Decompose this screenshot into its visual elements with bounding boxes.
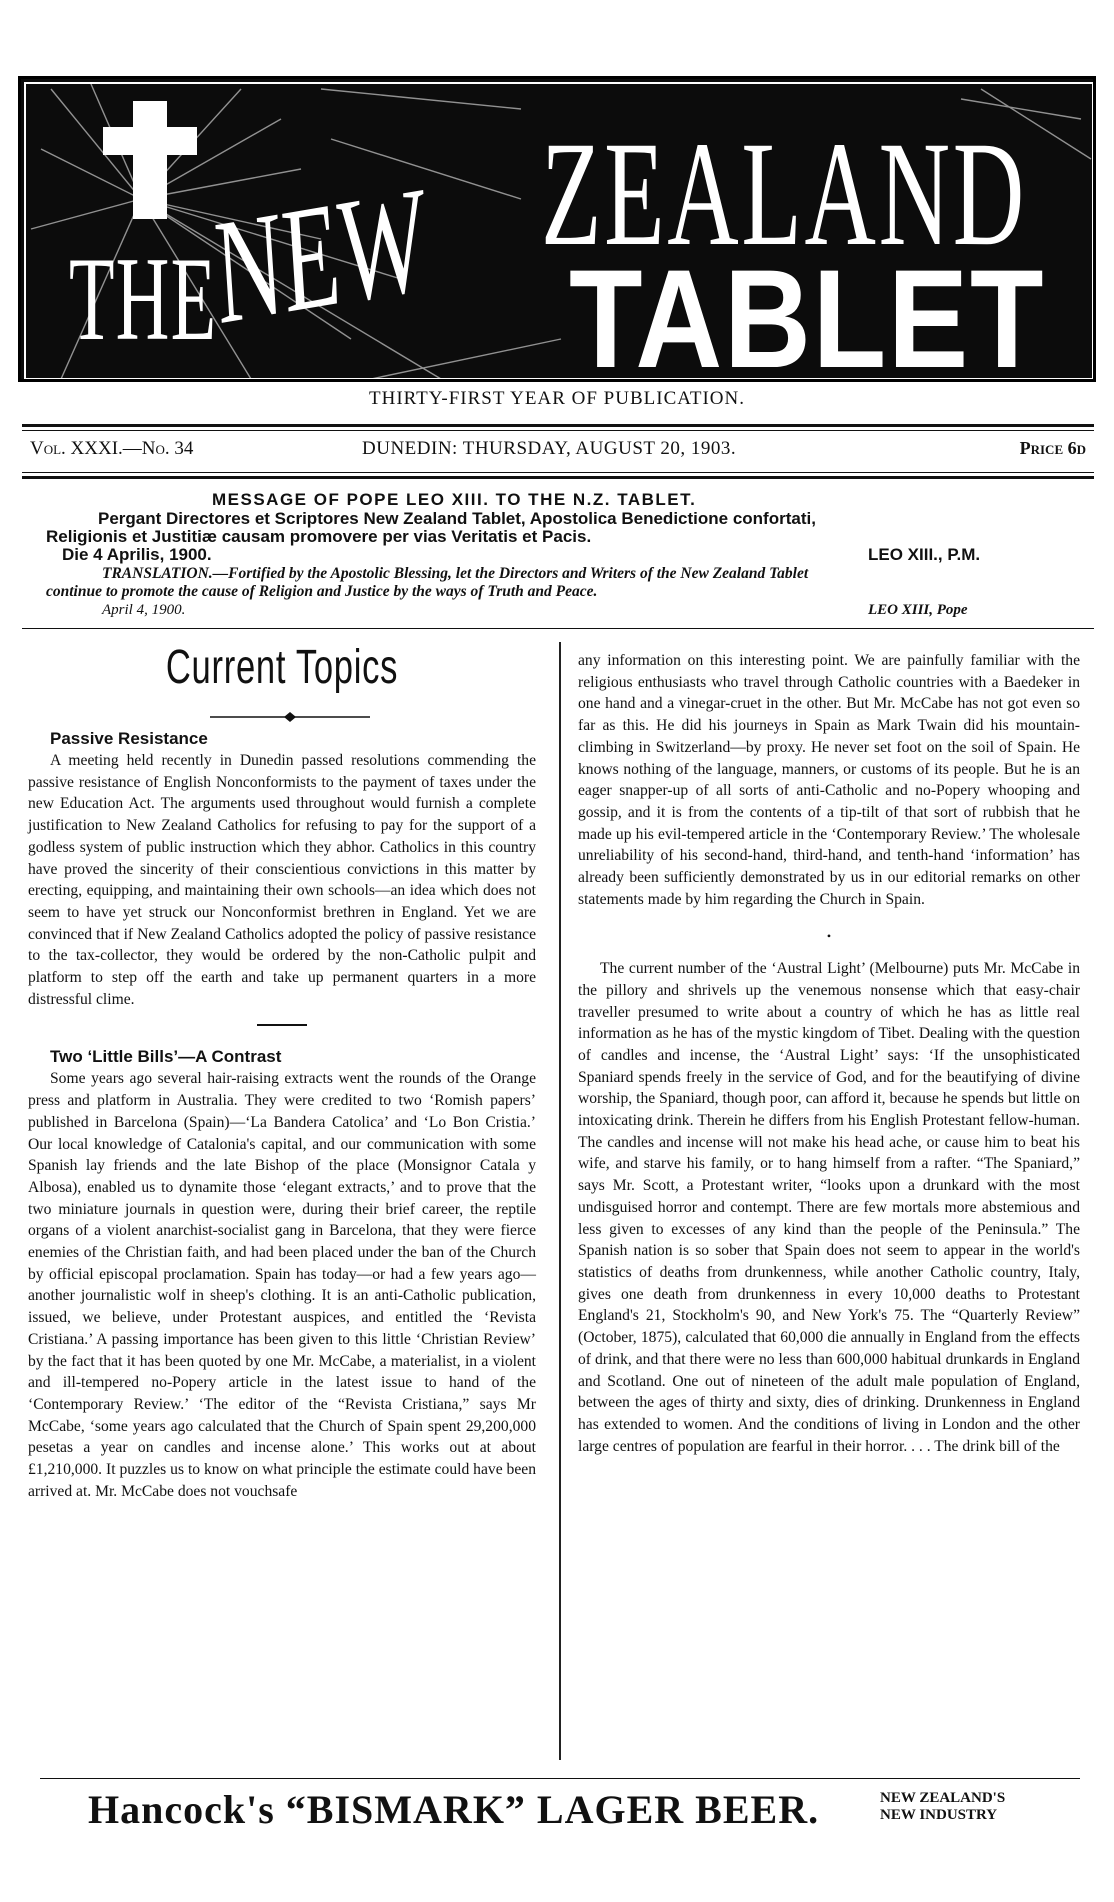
advertisement-tagline-line-1: NEW ZEALAND'S xyxy=(880,1790,1006,1806)
publication-year-line: THIRTY-FIRST YEAR OF PUBLICATION. xyxy=(369,388,745,409)
top-rule-thin xyxy=(22,430,1094,431)
right-column xyxy=(578,650,1080,1457)
message-latin-signature: LEO XIII., P.M. xyxy=(868,545,981,564)
masthead-banner xyxy=(18,76,1096,382)
message-translation-line-1: TRANSLATION.—Fortified by the Apostolic Blessing, let the Directors and Writers of the New Zealand Tablet xyxy=(102,565,809,582)
masthead-new: NEW xyxy=(210,155,432,357)
advertisement-tagline xyxy=(880,1790,1005,1824)
footer-rule xyxy=(40,1778,1080,1779)
message-translation-date: April 4, 1900. xyxy=(102,602,186,618)
advertisement-lager-beer: Hancock's “BISMARK” LAGER BEER. xyxy=(88,1787,820,1832)
section-heading-little-bills: Two ‘Little Bills’—A Contrast xyxy=(50,1047,282,1067)
masthead-the: THE xyxy=(69,232,218,365)
column-divider xyxy=(559,642,561,1760)
section-heading-passive-resistance: Passive Resistance xyxy=(50,729,208,748)
message-latin-line-1: Pergant Directores et Scriptores New Zealand Tablet, Apostolica Benedictione confortati, xyxy=(98,509,816,528)
masthead-zealand: ZEALAND xyxy=(541,111,1027,277)
top-rule-thick xyxy=(22,424,1094,427)
cross-vertical xyxy=(133,101,167,219)
current-topics-title: Current Topics xyxy=(165,641,399,694)
issue-rule-thick xyxy=(22,476,1094,479)
left-column xyxy=(28,728,536,1503)
title-ornament xyxy=(210,712,370,722)
message-heading: MESSAGE OF POPE LEO XIII. TO THE N.Z. TABLET. xyxy=(212,490,697,509)
article-passive-resistance: A meeting held recently in Dunedin passed resolutions commending the passive resistance of English Nonconformists to the payment of taxes under the new Education Act. The arguments used throughout would furnish a complete justification to New Zealand Catholics for refusing to pay for the support of a godless system of public instruction which they abhor. Catholics in this country have proved the sincerity of their conscientious convictions in this matter by erecting, equipping, and maintaining their own schools—an idea which does not seem to have yet struck our Nonconformist brethren in England. Yet we are convinced that if New Zealand Catholics adopted the policy of passive resistance to the tax-collector, they would be ordered by the non-Catholic pulpit and platform to step off the earth and take up permanent quarters in a more distressful clime. xyxy=(28,752,536,1008)
article-little-bills: Some years ago several hair-raising extracts went the rounds of the Orange press and platform in Australia. They were credited to two ‘Romish papers’ published in Barcelona (Spain)—‘La Bandera Catolica’ and ‘Lo Bon Cristia.’ Our local knowledge of Catalonia's capital, and our communication with some Spanish lay friends and the late Bishop of the place (Monsignor Catala y Albosa), enabled us to dynamite those ‘elegant extracts,’ and to prove that the two miniature journals in question were, during their brief career, the reptile organs of a violent anarchist-socialist gang in Barcelona, that they were fierce enemies of the Christian faith, and had been placed under the ban of the Church by official episcopal proclamation. Spain has today—or had a few years ago—another journalistic wolf in sheep's clothing. It is an anti-Catholic publication, issued, we believe, under Protestant auspices, and entitled the ‘Revista Cristiana.’ A passing importance has been given to this little ‘Christian Review’ by the fact that it has been quoted by one Mr. McCabe, a materialist, in a violent and ill-tempered no-Popery article in the latest issue to hand of the ‘Contemporary Review.’ ‘The editor of the “Revista Cristiana,” says Mr McCabe, ‘some years ago calculated that the Church of Spain spent 29,200,000 pesetas a year on candles and incense alone.’ This works out at about £1,210,000. It puzzles us to know on what principle the estimate could have been arrived at. Mr. McCabe does not vouchsafe xyxy=(28,1070,536,1500)
message-translation-line-2: continue to promote the cause of Religion and Justice by the ways of Truth and Peace. xyxy=(46,583,598,600)
advertisement-tagline-line-2: NEW INDUSTRY xyxy=(880,1807,998,1823)
masthead-tablet: TABLET xyxy=(569,240,1046,382)
message-latin-line-2: Religionis et Justitiæ causam promovere per vias Veritatis et Pacis. xyxy=(46,527,592,546)
issue-price: Price 6d xyxy=(1019,438,1086,458)
article-austral-light: The current number of the ‘Austral Light’ (Melbourne) puts Mr. McCabe in the pillory and shrivels up the venemous nonsense which that easy-chair traveller presumed to write about a country of which he has as little real information as he has of the mystic kingdom of Tibet. Dealing with the question of candles and incense, the ‘Austral Light’ says: ‘If the unsophisticated Spaniard spends freely in the service of God, and for the beautifying of divine worship, the Spaniard, though poor, can afford it, because he spends but little on intoxicating drink. Therein he differs from his English Protestant fellow-human. The candles and incense will not make his head ache, or cause him to beat his wife, and starve his family, or to hang himself from a rafter. “The Spaniard,” says Mr. Scott, a Protestant writer, “looks upon a drunkard with the most undisguised horror and contempt. There are few mortals more abstemious and less given to excesses of any kind than the people of the Peninsula.” The Spanish nation is so sober that Spain does not seem to appear in the world's statistics of deaths from drunkenness, while another Catholic country, Italy, gives one death from drunkenness in every 10,000 deaths to Protestant England's 21, Stockholm's 90, and New York's 75. The “Quarterly Review” (October, 1875), calculated that 60,000 die annually in England from the effects of drink, and that there were no less than 600,000 habitual drunkards in England and Scotland. One out of nineteen of the adult male population of England, between the ages of thirty and sixty, dies of drinking. Drunkenness in England has extended to women. And the conditions of living in London and the other large centres of population are fearful in their horror. . . . The drink bill of the xyxy=(578,960,1080,1455)
message-translation-signature: LEO XIII, Pope xyxy=(868,602,968,618)
volume-number: Vol. XXXI.—No. 34 xyxy=(30,438,194,459)
issue-rule-thin xyxy=(22,472,1094,473)
message-latin-date: Die 4 Aprilis, 1900. xyxy=(62,545,212,564)
paragraph-separator-dot: • xyxy=(826,929,832,944)
article-continued: any information on this interesting point. We are painfully familiar with the religious enthusiasts who travel through Catholic countries with a Baedeker in one hand and a vinegar-cruet in the other. But Mr. McCabe has not got even so far as this. He did his journeys in Spain as Mark Twain did his mountain-climbing in Switzerland—by proxy. He never set foot on the soil of Spain. He knows nothing of the language, manners, or customs of its people. But he is an eager snapper-up of all sorts of anti-Catholic and no-Popery whooping and gossip, and it is from the contents of a tip-tilt of that sort of rubbish that he made up his evil-tempered article in the ‘Contemporary Review.’ The wholesale unreliability of his second-hand, third-hand, and tenth-hand ‘information’ has already been sufficiently demonstrated by us in our editorial remarks on other statements made by him regarding the Church in Spain. xyxy=(578,652,1080,908)
message-bottom-rule xyxy=(22,628,1094,629)
issue-dateline: DUNEDIN: THURSDAY, AUGUST 20, 1903. xyxy=(362,438,737,459)
cross-horizontal xyxy=(103,127,197,155)
